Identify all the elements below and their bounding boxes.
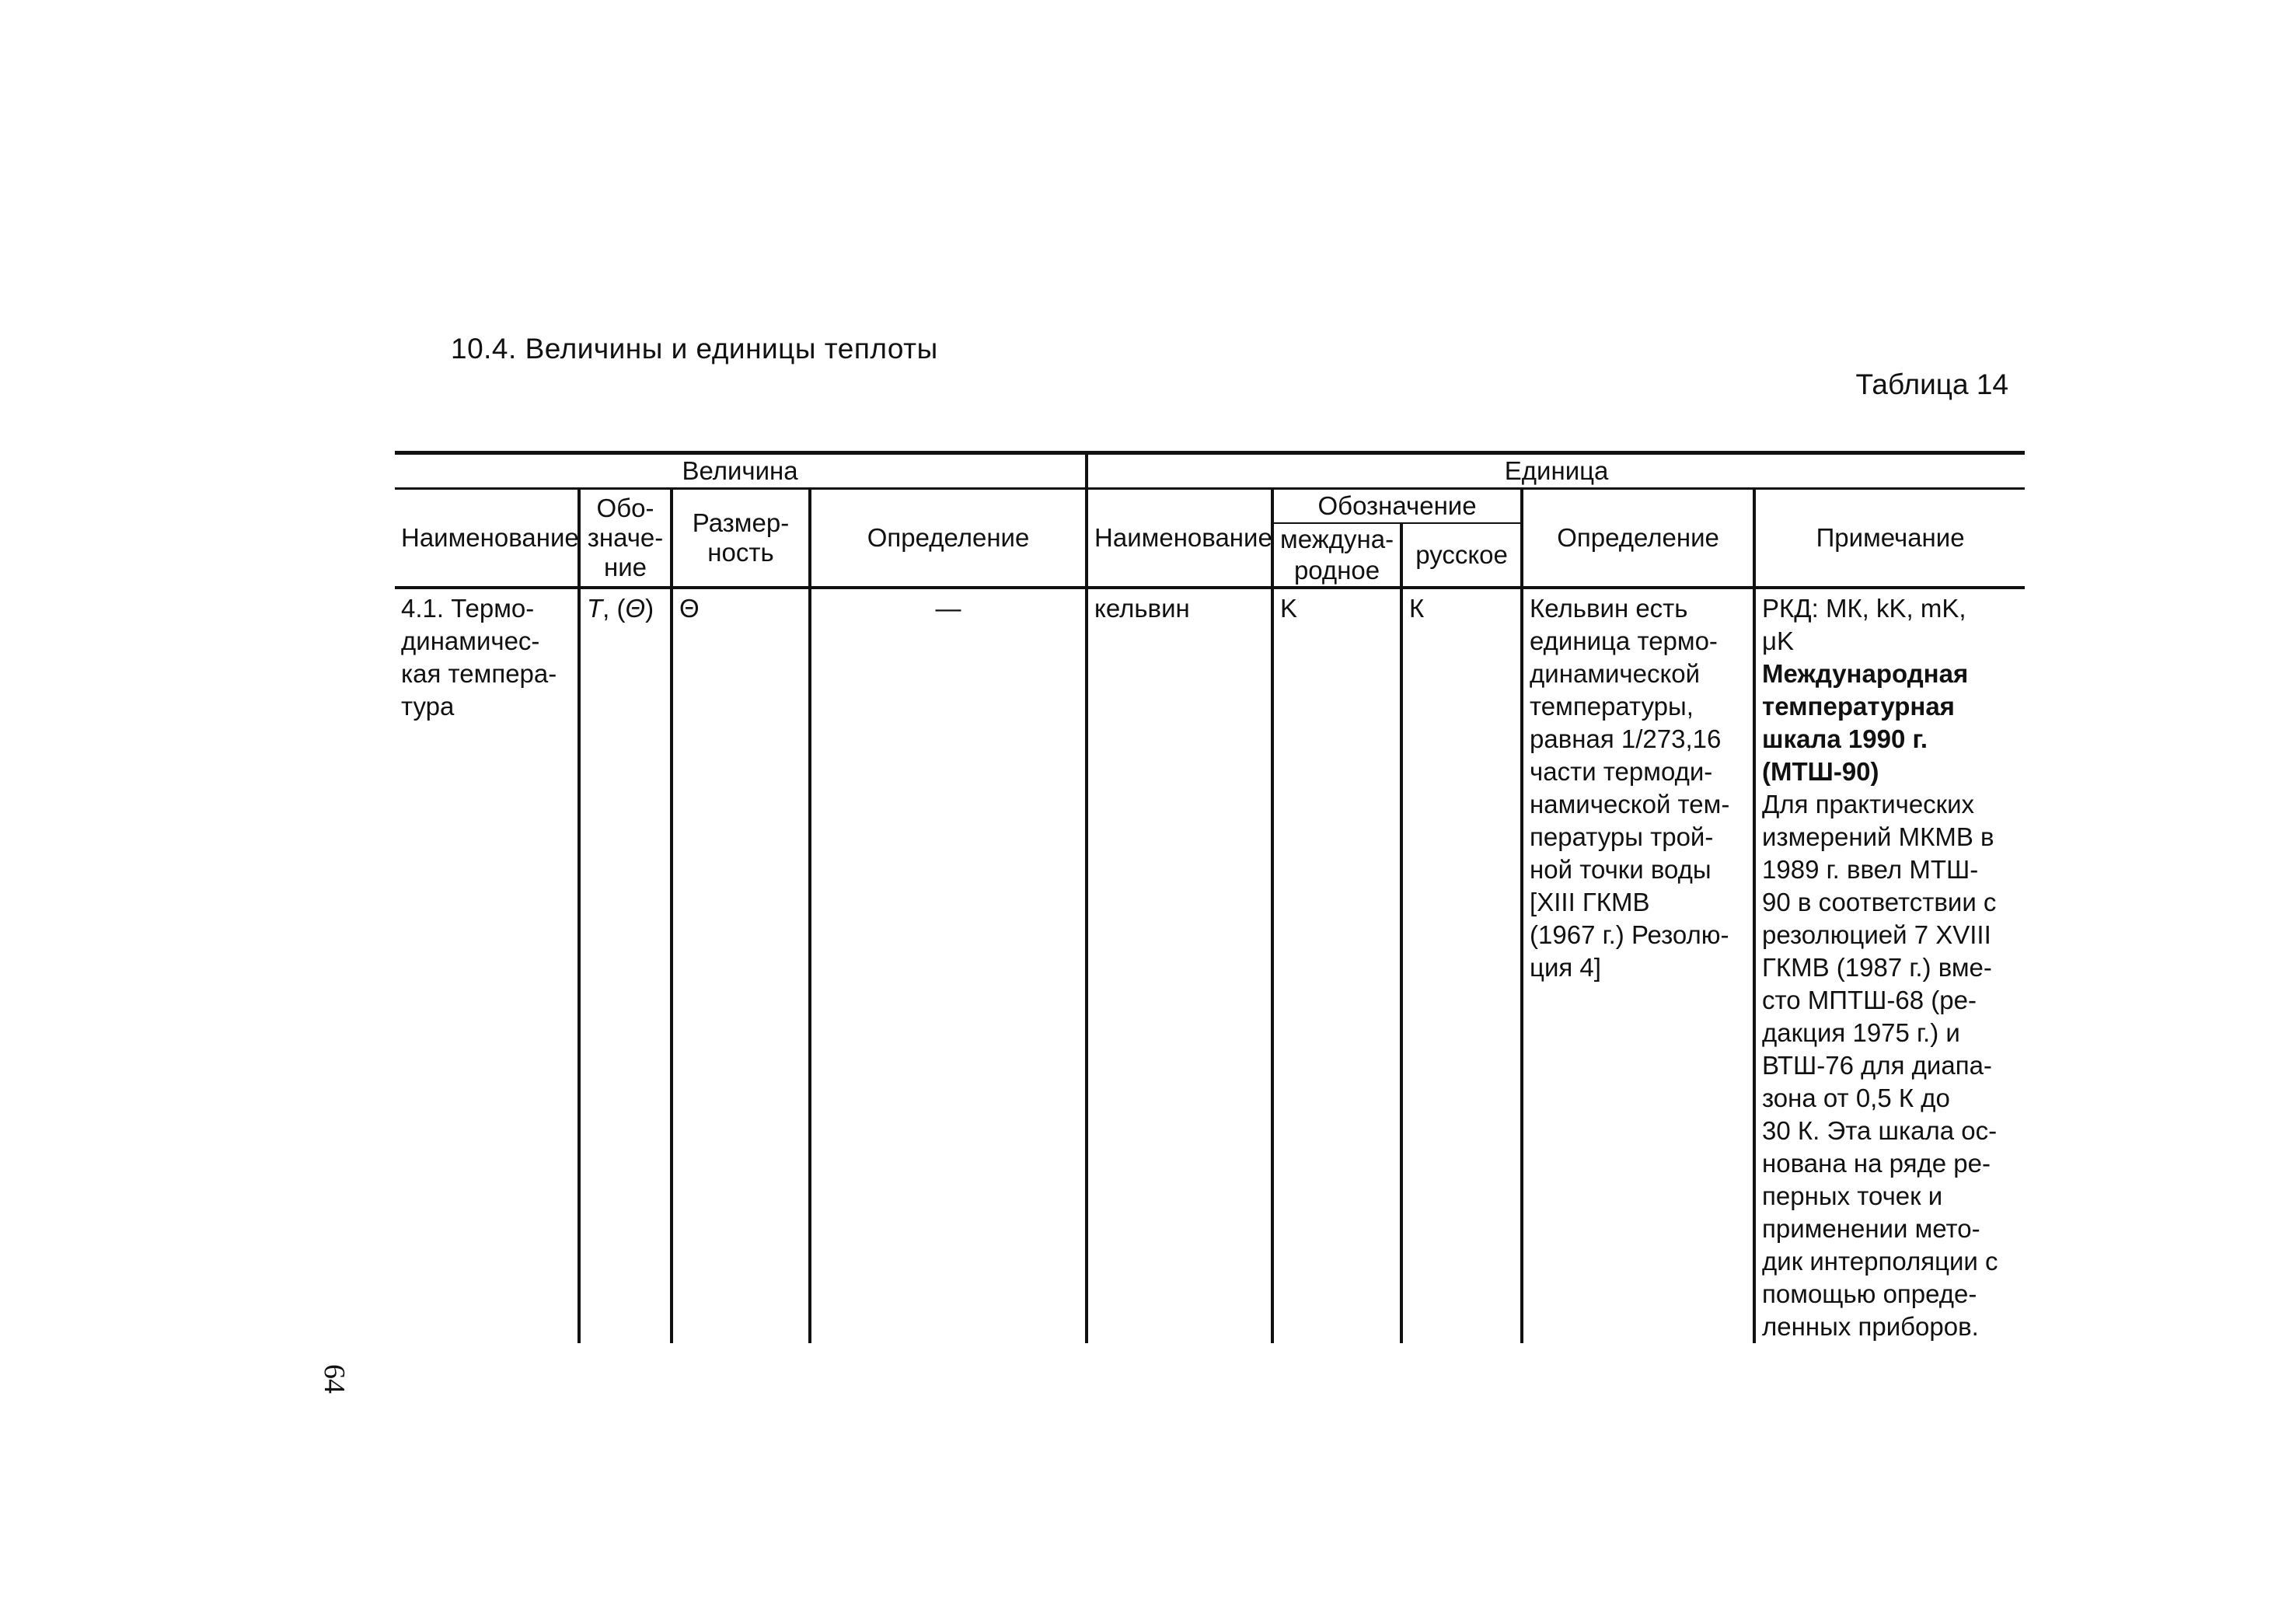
table-caption: Таблица 14 <box>1855 368 2008 400</box>
russian-header: русское <box>1401 523 1522 588</box>
dimension-cell: Θ <box>672 588 810 1343</box>
note-text: Для практических измерений МКМВ в 1989 г. ввел МТШ- 90 в соответствии с резолюцией 7 XVIII ГКМВ (1987 г.) вме- сто МПТШ-68 (ре- дакция 1975 г.) и ВТШ-76 для диапа- зона от 0,5 К до 30 К. Эта шкала ос- нована на ряде ре- перных точек и применении мето- дик интерполяции с помощью опреде- ленных приборов. <box>1762 790 1998 1341</box>
quantity-symbol-header: Обо- значе- ние <box>579 489 672 588</box>
table-row <box>395 588 2025 1343</box>
international-header: междуна- родное <box>1272 523 1401 588</box>
international-symbol-cell: K <box>1272 588 1401 1343</box>
quantity-definition-cell: — <box>810 588 1087 1343</box>
unit-group-header: Единица <box>1087 453 2025 489</box>
unit-name-cell: кельвин <box>1087 588 1272 1343</box>
dimension-header: Размер- ность <box>672 489 810 588</box>
quantities-table <box>395 451 2025 1343</box>
russian-symbol-cell: К <box>1401 588 1522 1343</box>
note-cell <box>1754 588 2025 1343</box>
section-title: 10.4. Величины и единицы теплоты <box>451 333 938 365</box>
quantity-group-header: Величина <box>395 453 1087 489</box>
note-prefix: РКД: МК, kK, mK, μK <box>1762 594 1966 655</box>
page-number: 64 <box>318 1364 351 1394</box>
quantity-name-header: Наименование <box>395 489 579 588</box>
quantity-name-cell: 4.1. Термо- динамичес- кая темпера- тура <box>395 588 579 1343</box>
unit-definition-header: Определение <box>1522 489 1754 588</box>
unit-designation-header: Обозначение <box>1272 489 1522 524</box>
note-scale-title: Международная температурная шкала 1990 г. (МТШ-90) <box>1762 659 1969 786</box>
quantity-symbol-cell: T, (Θ) <box>579 588 672 1343</box>
unit-definition-cell: Кельвин есть единица термо- динамической температуры, равная 1/273,16 части термоди- намической тем- пературы трой- ной точки воды [XIII ГКМВ (1967 г.) Резолю- ция 4] <box>1522 588 1754 1343</box>
quantity-definition-header: Определение <box>810 489 1087 588</box>
note-header: Примечание <box>1754 489 2025 588</box>
unit-name-header: Наименование <box>1087 489 1272 588</box>
